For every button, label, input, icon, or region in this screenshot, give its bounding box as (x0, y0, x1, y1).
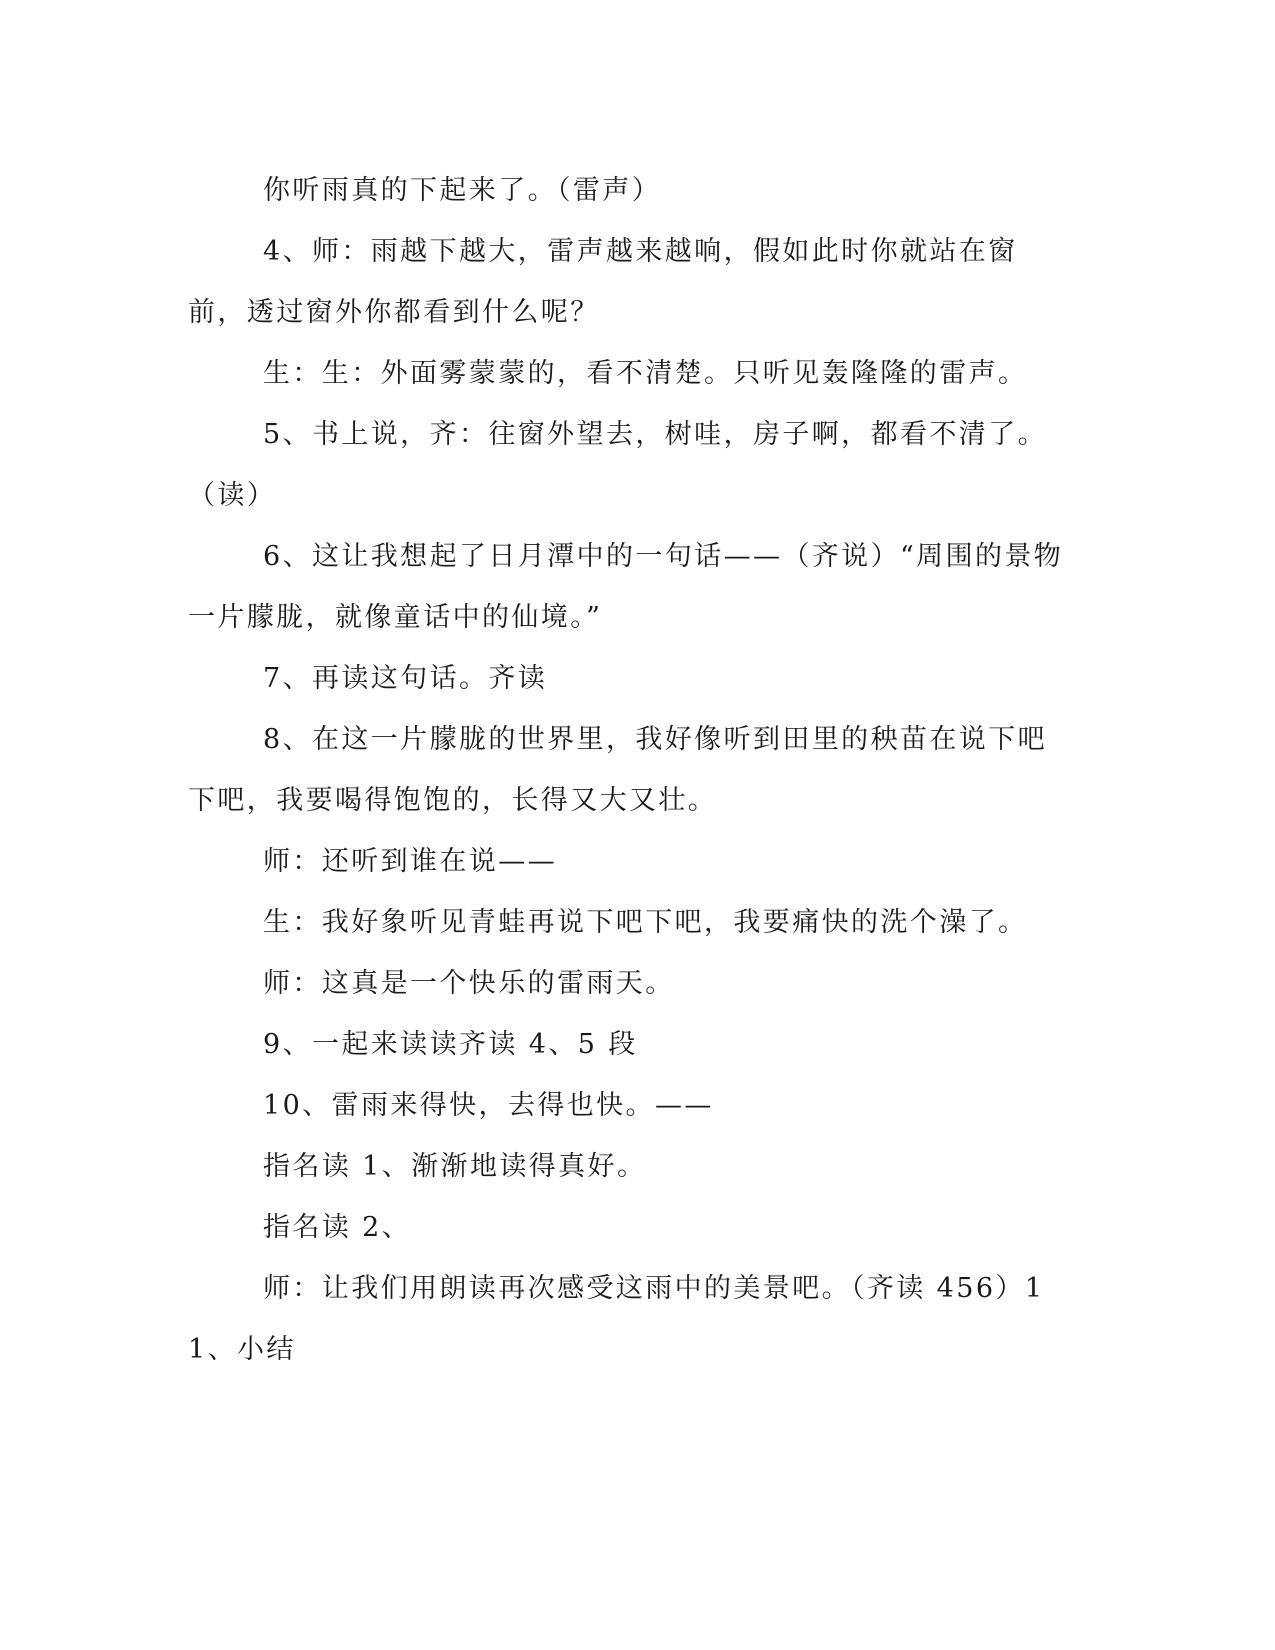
document-body (188, 160, 1068, 1380)
paragraph-step-8: 8、在这一片朦胧的世界里，我好像听到田里的秧苗在说下吧下吧，我要喝得饱饱的，长得又大又壮。 (188, 724, 1047, 816)
paragraph-student-answer-1: 生：生：外面雾蒙蒙的，看不清楚。只听见轰隆隆的雷声。 (263, 358, 1028, 389)
paragraph-step-5: 5、书上说，齐：往窗外望去，树哇，房子啊，都看不清了。（读） (188, 419, 1047, 511)
paragraph-named-reading-1: 指名读 1、渐渐地读得真好。 (263, 1151, 647, 1182)
paragraph-teacher-comment: 师：这真是一个快乐的雷雨天。 (263, 968, 675, 999)
paragraph-student-answer-2: 生：我好象听见青蛙再说下吧下吧，我要痛快的洗个澡了。 (263, 907, 1028, 938)
paragraph-step-4: 4、师：雨越下越大，雷声越来越响，假如此时你就站在窗前，透过窗外你都看到什么呢？ (188, 236, 1018, 328)
paragraph-teacher-prompt: 师：还听到谁在说—— (263, 846, 557, 877)
paragraph-rain-begins: 你听雨真的下起来了。（雷声） (263, 175, 662, 206)
paragraph-step-10: 10、雷雨来得快，去得也快。—— (263, 1090, 714, 1121)
paragraph-step-6: 6、这让我想起了日月潭中的一句话——（齐说）“周围的景物一片朦胧，就像童话中的仙境。” (188, 541, 1064, 633)
paragraph-step-9: 9、一起来读读齐读 4、5 段 (263, 1029, 638, 1060)
paragraph-summary: 师：让我们用朗读再次感受这雨中的美景吧。（齐读 456）11、小结 (188, 1273, 1045, 1365)
paragraph-step-7: 7、再读这句话。齐读 (263, 663, 548, 694)
paragraph-named-reading-2: 指名读 2、 (263, 1212, 412, 1243)
